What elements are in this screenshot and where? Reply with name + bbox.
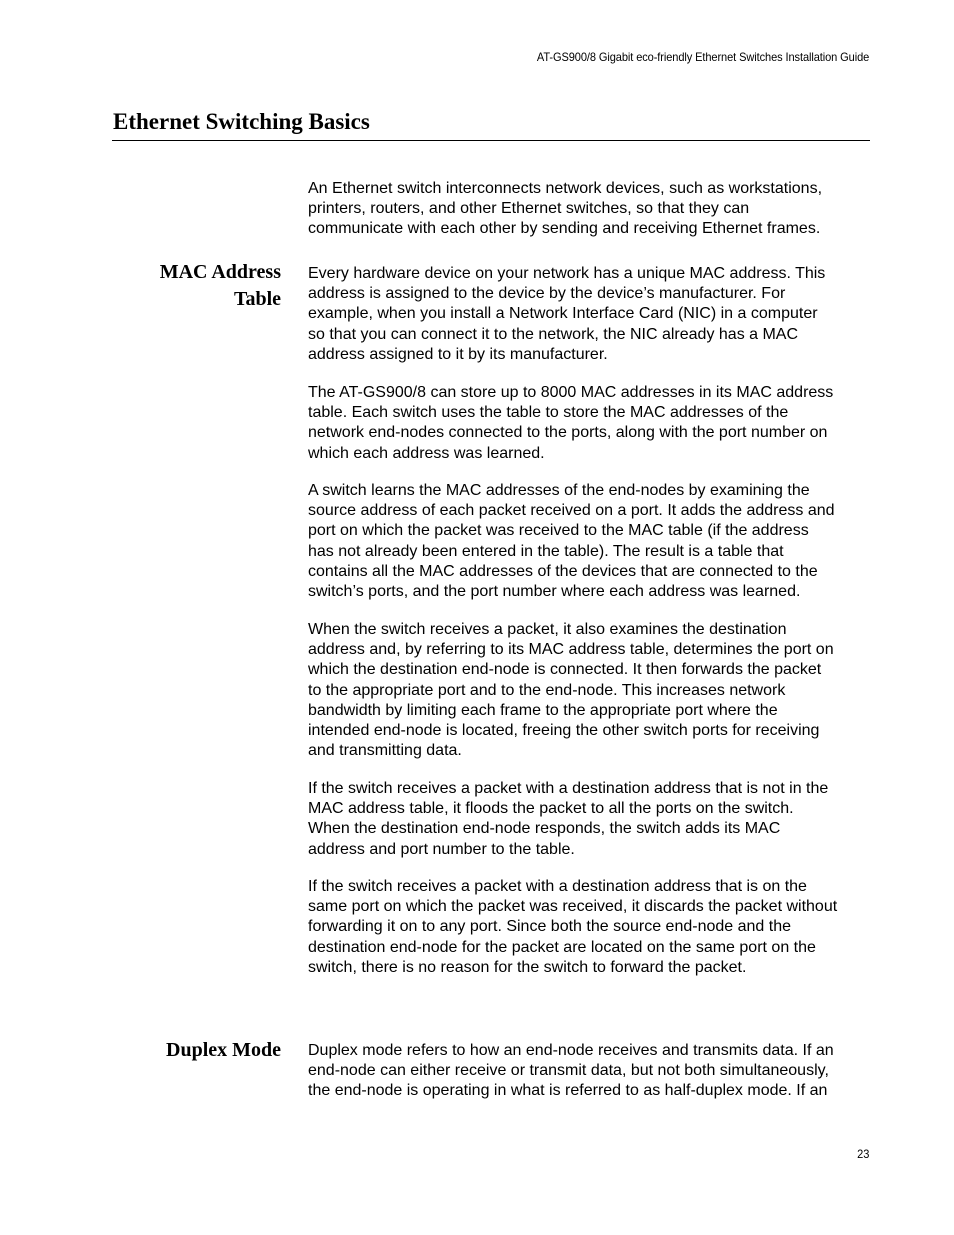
text-line: When the destination end-node responds, the switch adds its MAC [308, 820, 781, 838]
text-line: to the appropriate port and to the end-node. This increases network [308, 681, 786, 699]
text-line: bandwidth by limiting each frame to the appropriate port where the [308, 701, 778, 719]
mac-paragraph-6 [308, 877, 873, 978]
text-line: address and port number to the table. [308, 840, 575, 858]
page-number: 23 [856, 1147, 869, 1161]
text-line: contains all the MAC addresses of the devices that are connected to the [308, 562, 818, 580]
text-line: which the destination end-node is connected. It then forwards the packet [308, 661, 822, 679]
text-line: network end-nodes connected to the ports, along with the port number on [308, 424, 828, 442]
mac-paragraph-4 [308, 620, 873, 761]
text-line: so that you can connect it to the network, the NIC already has a MAC [308, 325, 799, 343]
text-line: and transmitting data. [308, 742, 462, 760]
text-line: intended end-node is located, freeing the other switch ports for receiving [308, 722, 820, 740]
text-line: When the switch receives a packet, it also examines the destination [308, 621, 787, 638]
mac-paragraph-1 [308, 264, 873, 365]
heading-line: Duplex Mode [166, 1039, 281, 1061]
text-line: Every hardware device on your network has a unique MAC address. This [308, 265, 826, 282]
text-line: Duplex mode refers to how an end-node receives and transmits data. If an [308, 1042, 834, 1059]
text-line: example, when you install a Network Interface Card (NIC) in a computer [308, 305, 818, 323]
text-line: destination end-node for the packet are located on the same port on the [308, 938, 816, 956]
title-rule [112, 140, 870, 141]
heading-line: Table [233, 288, 281, 310]
text-line: switch’s ports, and the port number where each address was learned. [308, 583, 801, 601]
text-line: address assigned to it by its manufacturer. [308, 345, 608, 363]
section-title: Ethernet Switching Basics [113, 109, 370, 134]
text-line: The AT-GS900/8 can store up to 8000 MAC addresses in its MAC address [308, 384, 834, 401]
running-header: AT-GS900/8 Gigabit eco-friendly Ethernet Switches Installation Guide [536, 50, 869, 64]
text-line: switch, there is no reason for the switch to forward the packet. [308, 958, 747, 976]
mac-paragraph-2 [308, 383, 873, 464]
text-line: MAC address table, it floods the packet to all the ports on the switch. [308, 800, 794, 818]
duplex-mode-heading [166, 1037, 281, 1064]
text-line: If the switch receives a packet with a destination address that is not in the [308, 780, 829, 797]
text-line: forwarding it on to any port. Since both the source end-node and the [308, 918, 791, 936]
mac-address-table-heading [160, 259, 281, 313]
text-line: An Ethernet switch interconnects network devices, such as workstations, [308, 180, 823, 197]
text-line: the end-node is operating in what is referred to as half-duplex mode. If an [308, 1082, 828, 1100]
text-line: table. Each switch uses the table to store the MAC addresses of the [308, 404, 789, 422]
text-line: If the switch receives a packet with a destination address that is on the [308, 878, 807, 895]
text-line: same port on which the packet was received, it discards the packet without [308, 898, 838, 916]
mac-paragraph-3 [308, 481, 873, 602]
text-line: which each address was learned. [308, 444, 545, 462]
text-line: port on which the packet was received to the MAC table (if the address [308, 522, 809, 540]
mac-paragraph-5 [308, 779, 873, 860]
text-line: A switch learns the MAC addresses of the end-nodes by examining the [308, 482, 810, 499]
heading-line: MAC Address [159, 261, 281, 283]
text-line: has not already been entered in the table). The result is a table that [308, 542, 784, 560]
duplex-paragraph [308, 1041, 873, 1102]
text-line: address and, by referring to its MAC address table, determines the port on [308, 641, 834, 659]
text-line: printers, routers, and other Ethernet switches, so that they can [308, 200, 750, 218]
text-line: address is assigned to the device by the device’s manufacturer. For [308, 285, 786, 303]
text-line: communicate with each other by sending and receiving Ethernet frames. [308, 220, 821, 238]
intro-paragraph [308, 179, 873, 240]
text-line: source address of each packet received on a port. It adds the address and [308, 502, 835, 520]
text-line: end-node can either receive or transmit data, but not both simultaneously, [308, 1062, 829, 1080]
